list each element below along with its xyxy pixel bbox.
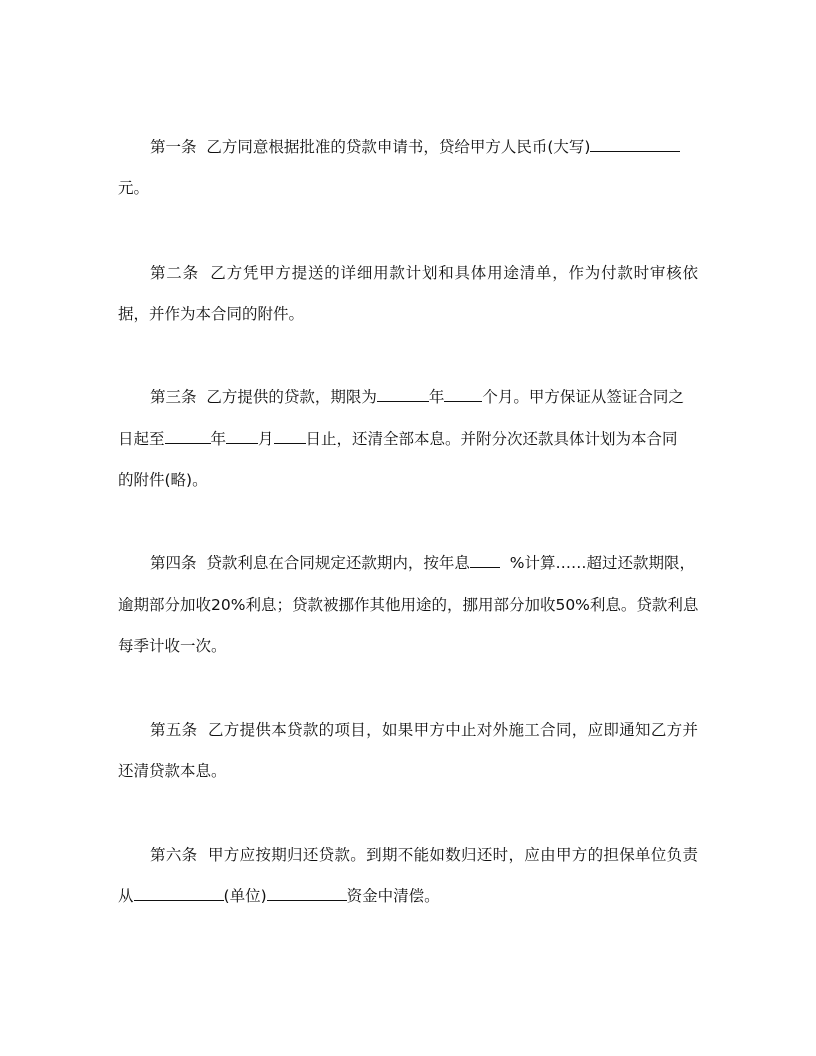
end-month-blank[interactable]	[226, 428, 258, 444]
article-1-label: 第一条	[150, 138, 197, 156]
article-6-text: (单位)	[223, 887, 267, 905]
article-2-label: 第二条	[150, 264, 199, 282]
article-4-line-1	[150, 552, 698, 574]
article-3-text: 年	[428, 388, 445, 406]
article-3-text: 乙方提供的贷款，期限为	[206, 388, 377, 406]
article-6-text: 甲方应按期归还贷款。到期不能如数归还时，应由甲方的担保单位负责	[207, 846, 698, 864]
article-3-text: 个月。甲方保证从签证合同之	[482, 388, 684, 406]
article-3-text: 的附件(略)。	[118, 471, 208, 489]
article-1-line-2	[118, 177, 698, 199]
article-6-label: 第六条	[150, 846, 198, 864]
article-6-line-1	[150, 844, 698, 866]
article-1-text: 元。	[118, 179, 150, 197]
article-2-line-1	[150, 262, 698, 284]
interest-rate-blank[interactable]	[470, 552, 500, 568]
article-3-text: 年	[210, 430, 227, 448]
amount-blank[interactable]	[590, 136, 680, 152]
years-blank[interactable]	[377, 386, 429, 402]
article-3-line-1	[150, 386, 698, 408]
article-5-line-2	[118, 760, 698, 782]
article-5-line-1	[150, 719, 698, 741]
article-5-label: 第五条	[150, 721, 198, 739]
article-3-text: 日止，还清全部本息。并附分次还款具体计划为本合同	[305, 430, 678, 448]
article-2-text: 乙方凭甲方提送的详细用款计划和具体用途清单，作为付款时审核依	[210, 264, 698, 282]
article-2-text: 据，并作为本合同的附件。	[118, 305, 305, 323]
article-5-text: 还清贷款本息。	[118, 762, 227, 780]
fund-source-blank[interactable]	[267, 885, 347, 901]
article-1-line-1	[150, 136, 698, 158]
end-day-blank[interactable]	[274, 428, 306, 444]
article-1-text: 乙方同意根据批准的贷款申请书，贷给甲方人民币(大写)	[206, 138, 591, 156]
article-3-line-3	[118, 469, 698, 491]
article-4-text: %计算……超过还款期限，	[509, 554, 695, 572]
article-4-text: 每季计收一次。	[118, 637, 227, 655]
article-2-line-2	[118, 303, 698, 325]
article-5-text: 乙方提供本贷款的项目，如果甲方中止对外施工合同，应即通知乙方并	[207, 721, 698, 739]
article-6-text: 从	[118, 887, 134, 905]
end-year-blank[interactable]	[165, 428, 211, 444]
months-blank[interactable]	[444, 386, 482, 402]
article-3-label: 第三条	[150, 388, 197, 406]
article-4-text: 贷款利息在合同规定还款期内，按年息	[206, 554, 470, 572]
article-3-line-2	[118, 428, 698, 450]
article-6-line-2	[118, 885, 698, 907]
article-3-text: 月	[258, 430, 274, 448]
article-3-text: 日起至	[118, 430, 165, 448]
article-4-line-2	[118, 594, 698, 616]
article-4-text: 逾期部分加收20%利息；贷款被挪作其他用途的，挪用部分加收50%利息。贷款利息	[118, 596, 699, 614]
guarantor-blank[interactable]	[134, 885, 224, 901]
article-4-label: 第四条	[150, 554, 197, 572]
article-4-line-3	[118, 635, 698, 657]
article-6-text: 资金中清偿。	[346, 887, 440, 905]
